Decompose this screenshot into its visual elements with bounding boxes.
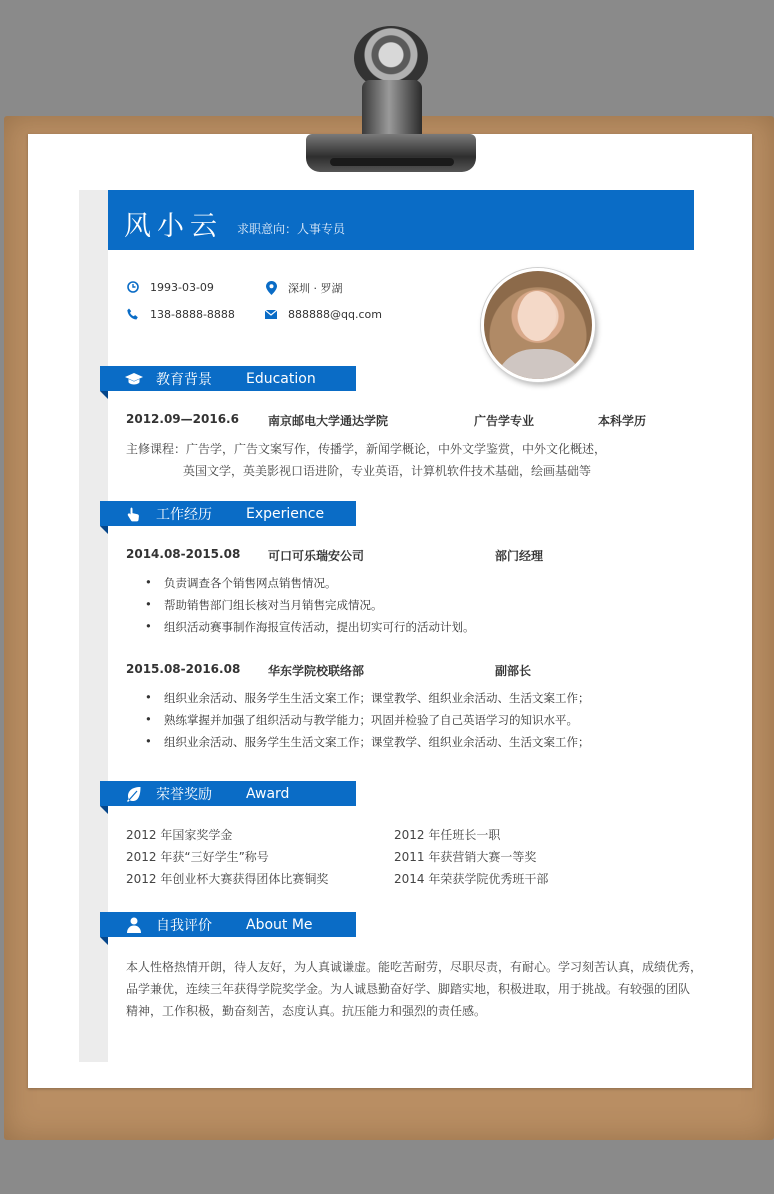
section-experience-title: 工作经历 (156, 506, 212, 523)
edu-major: 广告学专业 (474, 414, 535, 428)
profile-photo (481, 268, 595, 382)
job1-period: 2014.08-2015.08 (126, 547, 241, 561)
edu-courses-line2: 英国文学，英美影视口语进阶，专业英语，计算机软件技术基础，绘画基础等 (183, 464, 592, 478)
hand-pointer-icon (124, 506, 144, 522)
award-item: 2011 年获营销大赛一等奖 (394, 850, 537, 864)
candidate-name: 风小云 (124, 211, 223, 242)
section-education-header (100, 366, 356, 391)
clock-icon (126, 280, 140, 294)
email-text: 888888@qq.com (288, 307, 382, 321)
award-item: 2012 年国家奖学金 (126, 828, 233, 842)
section-experience-title-en: Experience (246, 505, 325, 522)
phone-text: 138-8888-8888 (150, 307, 235, 321)
award-item: 2014 年荣获学院优秀班干部 (394, 872, 549, 886)
binder-clip (306, 134, 476, 172)
birthday-text: 1993-03-09 (150, 280, 214, 294)
clip-slot (330, 158, 454, 166)
graduation-cap-icon (124, 373, 144, 385)
section-education-title: 教育背景 (156, 371, 212, 388)
resume-paper (28, 134, 752, 1088)
header-bar (108, 190, 694, 250)
leaf-icon (124, 786, 144, 802)
job2-item: • 熟练掌握并加强了组织活动与教学能力；巩固并检验了自己英语学习的知识水平。 (164, 712, 578, 728)
birthday-row (126, 280, 214, 294)
phone-row (126, 307, 235, 321)
edu-period: 2012.09—2016.6 (126, 412, 239, 426)
edu-degree: 本科学历 (598, 414, 647, 428)
section-award-title: 荣誉奖励 (156, 786, 212, 803)
section-award-title-en: Award (246, 785, 290, 802)
section-about-title-en: About Me (246, 916, 313, 933)
award-item: 2012 年创业杯大赛获得团体比赛铜奖 (126, 872, 329, 886)
location-row (264, 280, 343, 296)
job1-item: • 负责调查各个销售网点销售情况。 (164, 575, 337, 591)
job2-item: • 组织业余活动、服务学生生活文案工作；课堂教学、组织业余活动、生活文案工作； (164, 734, 590, 750)
about-line: 精神，工作积极，勤奋刻苦，态度认真。抗压能力和强烈的责任感。 (126, 1004, 487, 1018)
location-pin-icon (264, 281, 278, 295)
job2-role: 副部长 (495, 664, 532, 678)
job1-item: • 帮助销售部门组长核对当月销售完成情况。 (164, 597, 383, 613)
edu-school: 南京邮电大学通达学院 (268, 414, 389, 428)
section-award-header (100, 781, 356, 806)
location-text: 深圳 · 罗湖 (288, 282, 343, 295)
job1-company: 可口可乐瑞安公司 (268, 549, 365, 563)
envelope-icon (264, 307, 278, 321)
section-about-title: 自我评价 (156, 917, 212, 934)
section-about-header (100, 912, 356, 937)
award-item: 2012 年获“三好学生”称号 (126, 850, 269, 864)
about-line: 本人性格热情开朗，待人友好，为人真诚谦虚。能吃苦耐劳，尽职尽责，有耐心。学习刻苦认真，成绩优秀， (126, 960, 703, 974)
person-icon (124, 917, 144, 933)
section-education-title-en: Education (246, 370, 316, 387)
job-intent: 求职意向：人事专员 (237, 222, 346, 236)
phone-icon (126, 307, 140, 321)
section-experience-header (100, 501, 356, 526)
job1-item: • 组织活动赛事制作海报宣传活动，提出切实可行的活动计划。 (164, 619, 475, 635)
job2-item: • 组织业余活动、服务学生生活文案工作；课堂教学、组织业余活动、生活文案工作； (164, 690, 590, 706)
edu-courses-line1: 主修课程：广告学，广告文案写作，传播学，新闻学概论，中外文学鉴赏，中外文化概述， (126, 442, 607, 456)
award-item: 2012 年任班长一职 (394, 828, 501, 842)
job2-period: 2015.08-2016.08 (126, 662, 241, 676)
about-line: 品学兼优，连续三年获得学院奖学金。为人诚恳勤奋好学、脚踏实地，积极进取，用于挑战。有较强的团队 (126, 982, 691, 996)
job2-company: 华东学院校联络部 (268, 664, 365, 678)
job1-role: 部门经理 (495, 549, 544, 563)
email-row (264, 307, 382, 321)
